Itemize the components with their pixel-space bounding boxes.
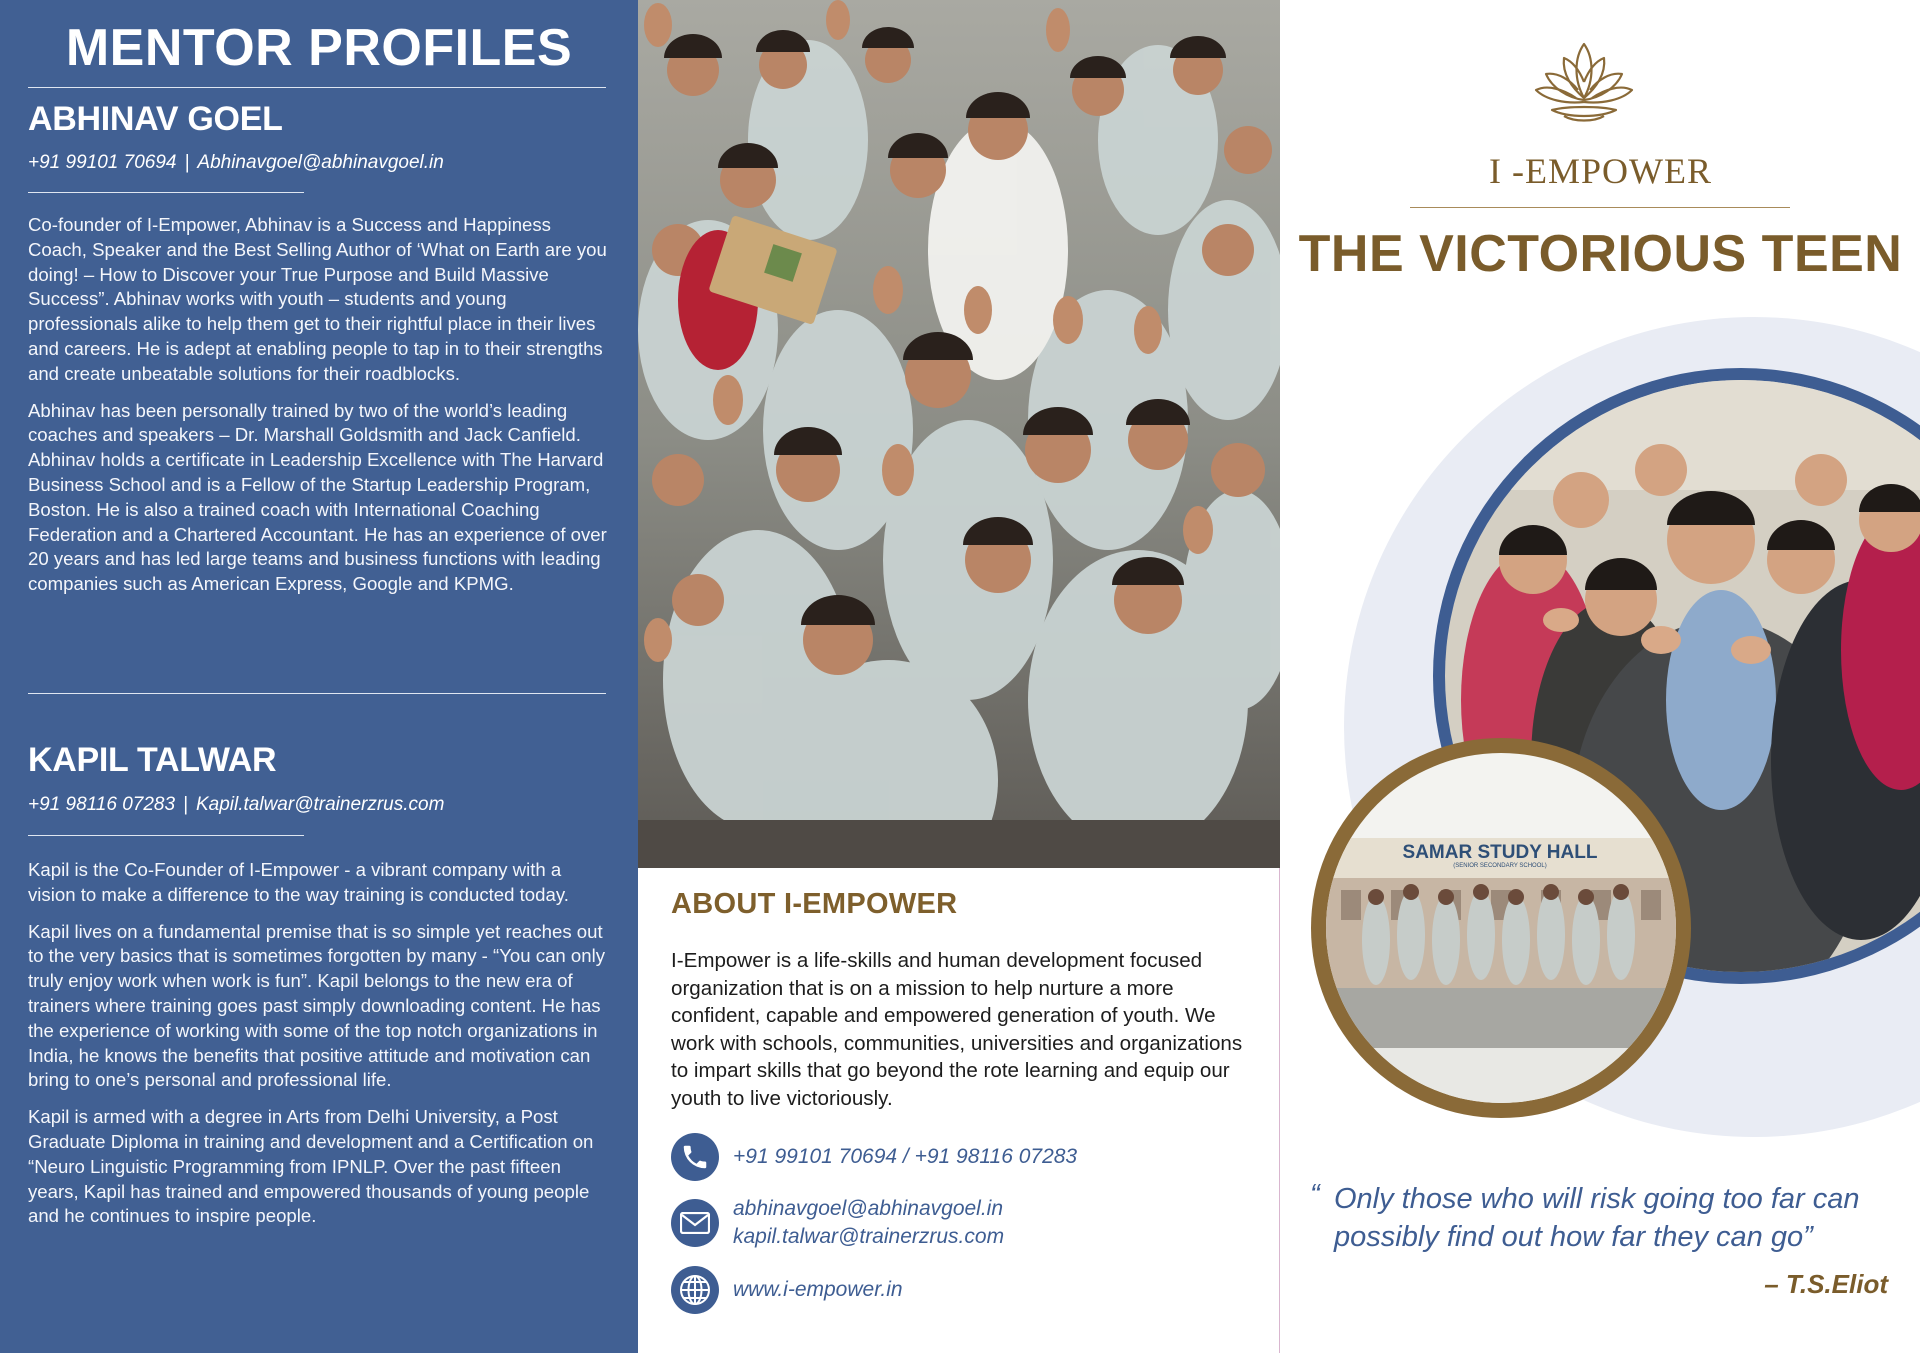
email-list bbox=[733, 1195, 1004, 1251]
panel-title: MENTOR PROFILES bbox=[65, 19, 573, 77]
phone-numbers[interactable]: +91 99101 70694 / +91 98116 07283 bbox=[733, 1145, 1078, 1168]
lotus-logo-icon bbox=[1534, 36, 1634, 128]
divider bbox=[1410, 207, 1790, 208]
about-description: I-Empower is a life-skills and human development focused organization that is on a mission to help nurture a more confident, capable and empowered generation of youth. We work with schools, communities, universities and organizations to impart skills that go beyond the rote learning and equip our youth to live victoriously. bbox=[671, 949, 1243, 1110]
mentor-bio bbox=[28, 858, 612, 1241]
mentor-contact bbox=[28, 794, 444, 816]
cover-background-circles bbox=[1281, 0, 1920, 1353]
quote-author: – T.S.Eliot bbox=[1764, 1269, 1888, 1299]
globe-icon bbox=[671, 1266, 719, 1314]
email-link[interactable]: kapil.talwar@trainerzrus.com bbox=[733, 1225, 1005, 1248]
brand-name: I -EMPOWER bbox=[1489, 151, 1712, 191]
bio-paragraph: Kapil is the Co-Founder of I-Empower - a vibrant company with a vision to make a difference to the way training is conducted today. bbox=[28, 859, 569, 905]
mentor-bio bbox=[28, 213, 612, 609]
mentor-phone: +91 99101 70694 bbox=[28, 152, 177, 173]
mentor-name: KAPIL TALWAR bbox=[28, 741, 277, 779]
quote-block bbox=[1310, 1180, 1910, 1256]
cover-panel bbox=[1281, 0, 1920, 1353]
divider bbox=[28, 835, 304, 836]
bio-paragraph: Kapil lives on a fundamental premise that is so simple yet reaches out to the very basics that is sometimes forgotten by many - “You can only truly enjoy work when work is fun”. Kapil belongs to the new era of trainers where training goes past simply downloading content. He has the experience of working with some of the top notch organizations in India, he knows the benefits that positive attitude and motivation can bring to one’s personal and professional life. bbox=[28, 920, 606, 1091]
school-sign-text: SAMAR STUDY HALL bbox=[1402, 842, 1598, 863]
mentor-profiles-panel bbox=[0, 0, 638, 1353]
school-subsign-text: (SENIOR SECONDARY SCHOOL) bbox=[1453, 863, 1547, 869]
divider bbox=[28, 693, 606, 694]
divider bbox=[28, 87, 606, 88]
students-group-photo bbox=[638, 0, 1280, 868]
envelope-icon bbox=[671, 1199, 719, 1247]
phone-icon bbox=[671, 1133, 719, 1181]
about-title: ABOUT I-EMPOWER bbox=[671, 888, 958, 920]
mentor-phone: +91 98116 07283 bbox=[28, 794, 176, 815]
contact-separator: | bbox=[184, 152, 190, 173]
quote-mark: “ bbox=[1310, 1179, 1320, 1211]
phone-contact bbox=[671, 1133, 1077, 1181]
divider bbox=[28, 192, 304, 193]
mentor-email[interactable]: Abhinavgoel@abhinavgoel.in bbox=[197, 152, 444, 173]
contact-separator: | bbox=[183, 794, 188, 815]
mentor-name: ABHINAV GOEL bbox=[28, 100, 283, 138]
website-link[interactable]: www.i-empower.in bbox=[733, 1278, 903, 1301]
cover-headline: THE VICTORIOUS TEEN bbox=[1298, 225, 1903, 283]
email-contact bbox=[671, 1195, 1004, 1251]
students-photo-illustration bbox=[638, 0, 1280, 868]
bio-paragraph: Co-founder of I-Empower, Abhinav is a Success and Happiness Coach, Speaker and the Best Selling Author of ‘What on Earth are you doing! – How to Discover your True Purpose and Build Massive Success”. Abhinav works with youth – students and young professionals alike to help them get to their rightful place in their lives and careers. He is adept at enabling people to tap in to their strengths and create unbeatable solutions for their roadblocks. bbox=[28, 214, 607, 384]
mentor-contact bbox=[28, 152, 444, 174]
website-contact bbox=[671, 1266, 903, 1314]
bio-paragraph: Abhinav has been personally trained by two of the world’s leading coaches and speakers – Dr. Marshall Goldsmith and Jack Canfield. Abhinav holds a certificate in Leadership Excellence with The Harvard Business School and is a Fellow of the Startup Leadership Program, Boston. He is also a trained coach with International Coaching Federation and a Chartered Accountant. He has an experience of over 20 years and has led large teams and business functions with leading companies such as American Express, Google and KPMG. bbox=[28, 399, 607, 595]
quote-text: Only those who will risk going too far can possibly find out how far they can go” bbox=[1334, 1183, 1860, 1253]
email-link[interactable]: abhinavgoel@abhinavgoel.in bbox=[733, 1197, 1004, 1220]
bio-paragraph: Kapil is armed with a degree in Arts from Delhi University, a Post Graduate Diploma in training and development and a Certification on “Neuro Linguistic Programming from IPNLP. Over the past fifteen years, Kapil has trained and empowered thousands of young people and he continues to inspire people. bbox=[28, 1106, 594, 1227]
mentor-email[interactable]: Kapil.talwar@trainerzrus.com bbox=[195, 794, 445, 815]
